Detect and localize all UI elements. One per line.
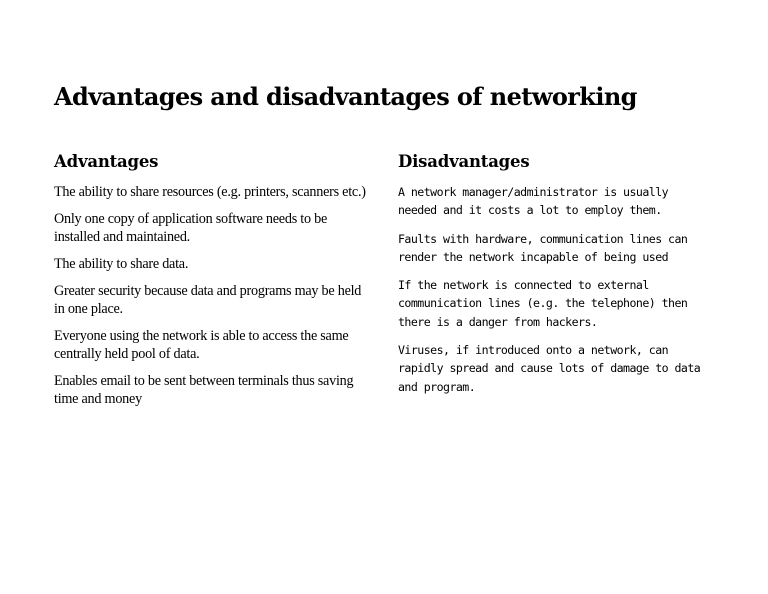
- disadvantages-column: [398, 150, 713, 406]
- advantages-column: [54, 150, 370, 417]
- advantage-item: The ability to share resources (e.g. printers, scanners etc.): [54, 184, 366, 200]
- disadvantage-item: A network manager/administrator is usually needed and it costs a lot to employ them.: [398, 185, 669, 218]
- disadvantage-item: Faults with hardware, communication lines can render the network incapable of being used: [398, 231, 688, 264]
- advantage-item: Only one copy of application software needs to be installed and maintained.: [54, 211, 327, 245]
- advantage-item: Enables email to be sent between terminals thus saving time and money: [54, 373, 354, 407]
- advantage-item: The ability to share data.: [54, 256, 189, 272]
- disadvantage-item: Viruses, if introduced onto a network, can rapidly spread and cause lots of damage to data and program.: [398, 343, 701, 394]
- advantage-item: Greater security because data and programs may be held in one place.: [54, 283, 362, 317]
- advantages-heading: Advantages: [54, 152, 159, 171]
- disadvantages-heading: Disadvantages: [398, 152, 530, 171]
- page-title: Advantages and disadvantages of networking: [54, 82, 637, 111]
- disadvantage-item: If the network is connected to external communication lines (e.g. the telephone) then there is a danger from hackers.: [398, 278, 688, 329]
- advantage-item: Everyone using the network is able to access the same centrally held pool of data.: [54, 328, 349, 362]
